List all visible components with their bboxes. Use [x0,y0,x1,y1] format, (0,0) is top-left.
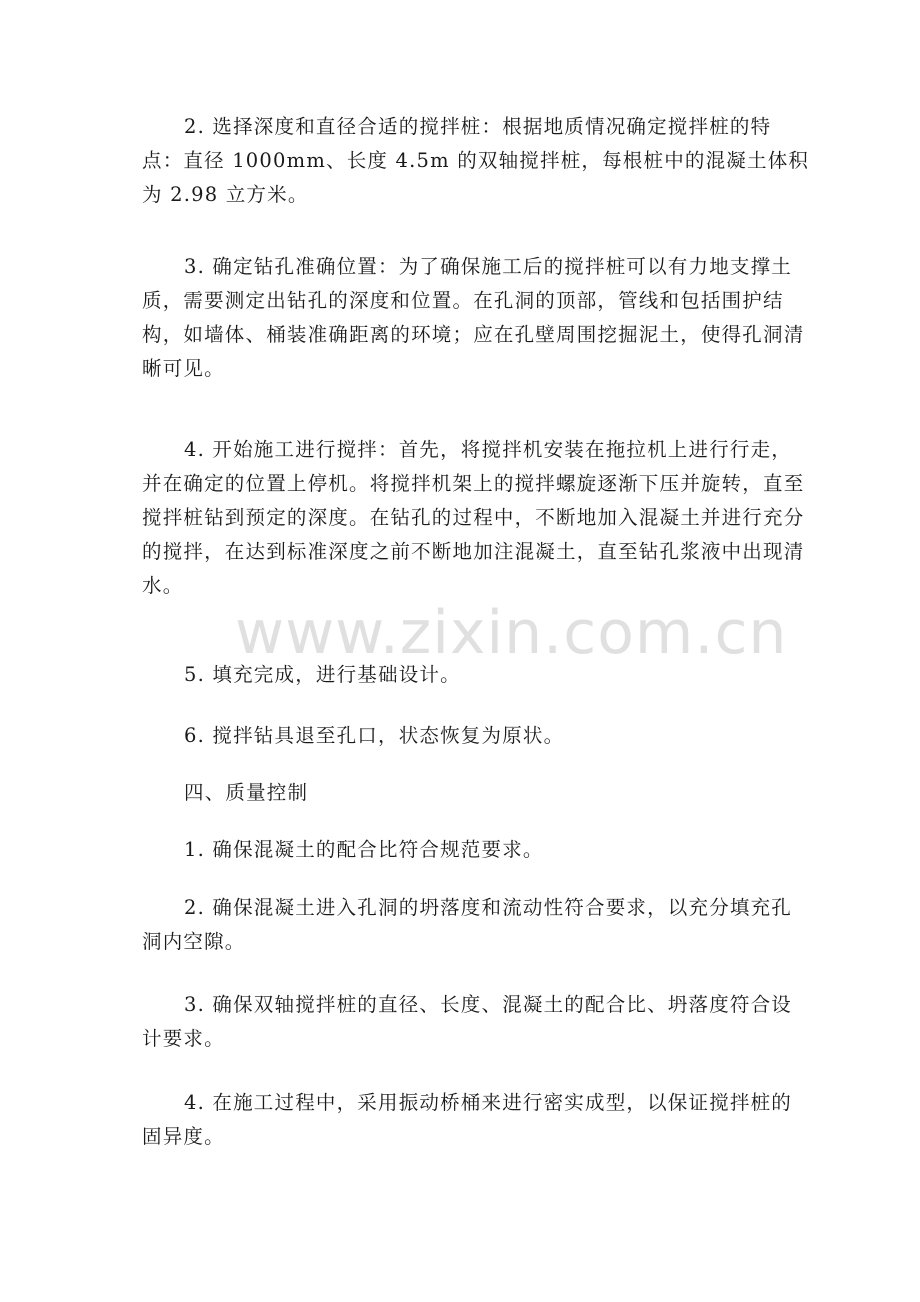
section-heading-quality-control: 四、质量控制 [184,781,309,804]
paragraph-qc-4: 4. 在施工过程中，采用振动桥桶来进行密实成型，以保证搅拌桩的固异度。 [142,1091,793,1148]
paragraph-qc-2: 2. 确保混凝土进入孔洞的坍落度和流动性符合要求，以充分填充孔洞内空隙。 [142,896,793,953]
paragraph-step-4-start-mixing: 4. 开始施工进行搅拌：首先，将搅拌机安装在拖拉机上进行行走，并在确定的位置上停机。将搅拌机架上的搅拌螺旋逐渐下压并旋转，直至搅拌桩钻到预定的深度。在钻孔的过程中，不断地加入混凝土并进行充分的搅拌，在达到标准深度之前不断地加注混凝土，直至钻孔浆液中出现清水。 [142,438,805,597]
watermark-text: www.zixin.com.cn [235,598,788,668]
paragraph-step-5-filling: 5. 填充完成，进行基础设计。 [184,663,461,686]
paragraph-qc-1: 1. 确保混凝土的配合比符合规范要求。 [184,838,544,861]
paragraph-step-3-drill-position: 3. 确定钻孔准确位置：为了确保施工后的搅拌桩可以有力地支撑土质，需要测定出钻孔的深度和位置。在孔洞的顶部，管线和包括围护结构，如墙体、桶装准确距离的环境；应在孔壁周围挖掘泥土，使得孔洞清晰可见。 [142,255,805,380]
paragraph-qc-3: 3. 确保双轴搅拌桩的直径、长度、混凝土的配合比、坍落度符合设计要求。 [142,993,793,1050]
paragraph-step-2-select-pile: 2. 选择深度和直径合适的搅拌桩：根据地质情况确定搅拌桩的特点：直径 1000mm、长度 4.5m 的双轴搅拌桩，每根桩中的混凝土体积为 2.98 立方米。 [142,115,810,206]
paragraph-step-6-withdraw: 6. 搅拌钻具退至孔口，状态恢复为原状。 [184,724,565,747]
